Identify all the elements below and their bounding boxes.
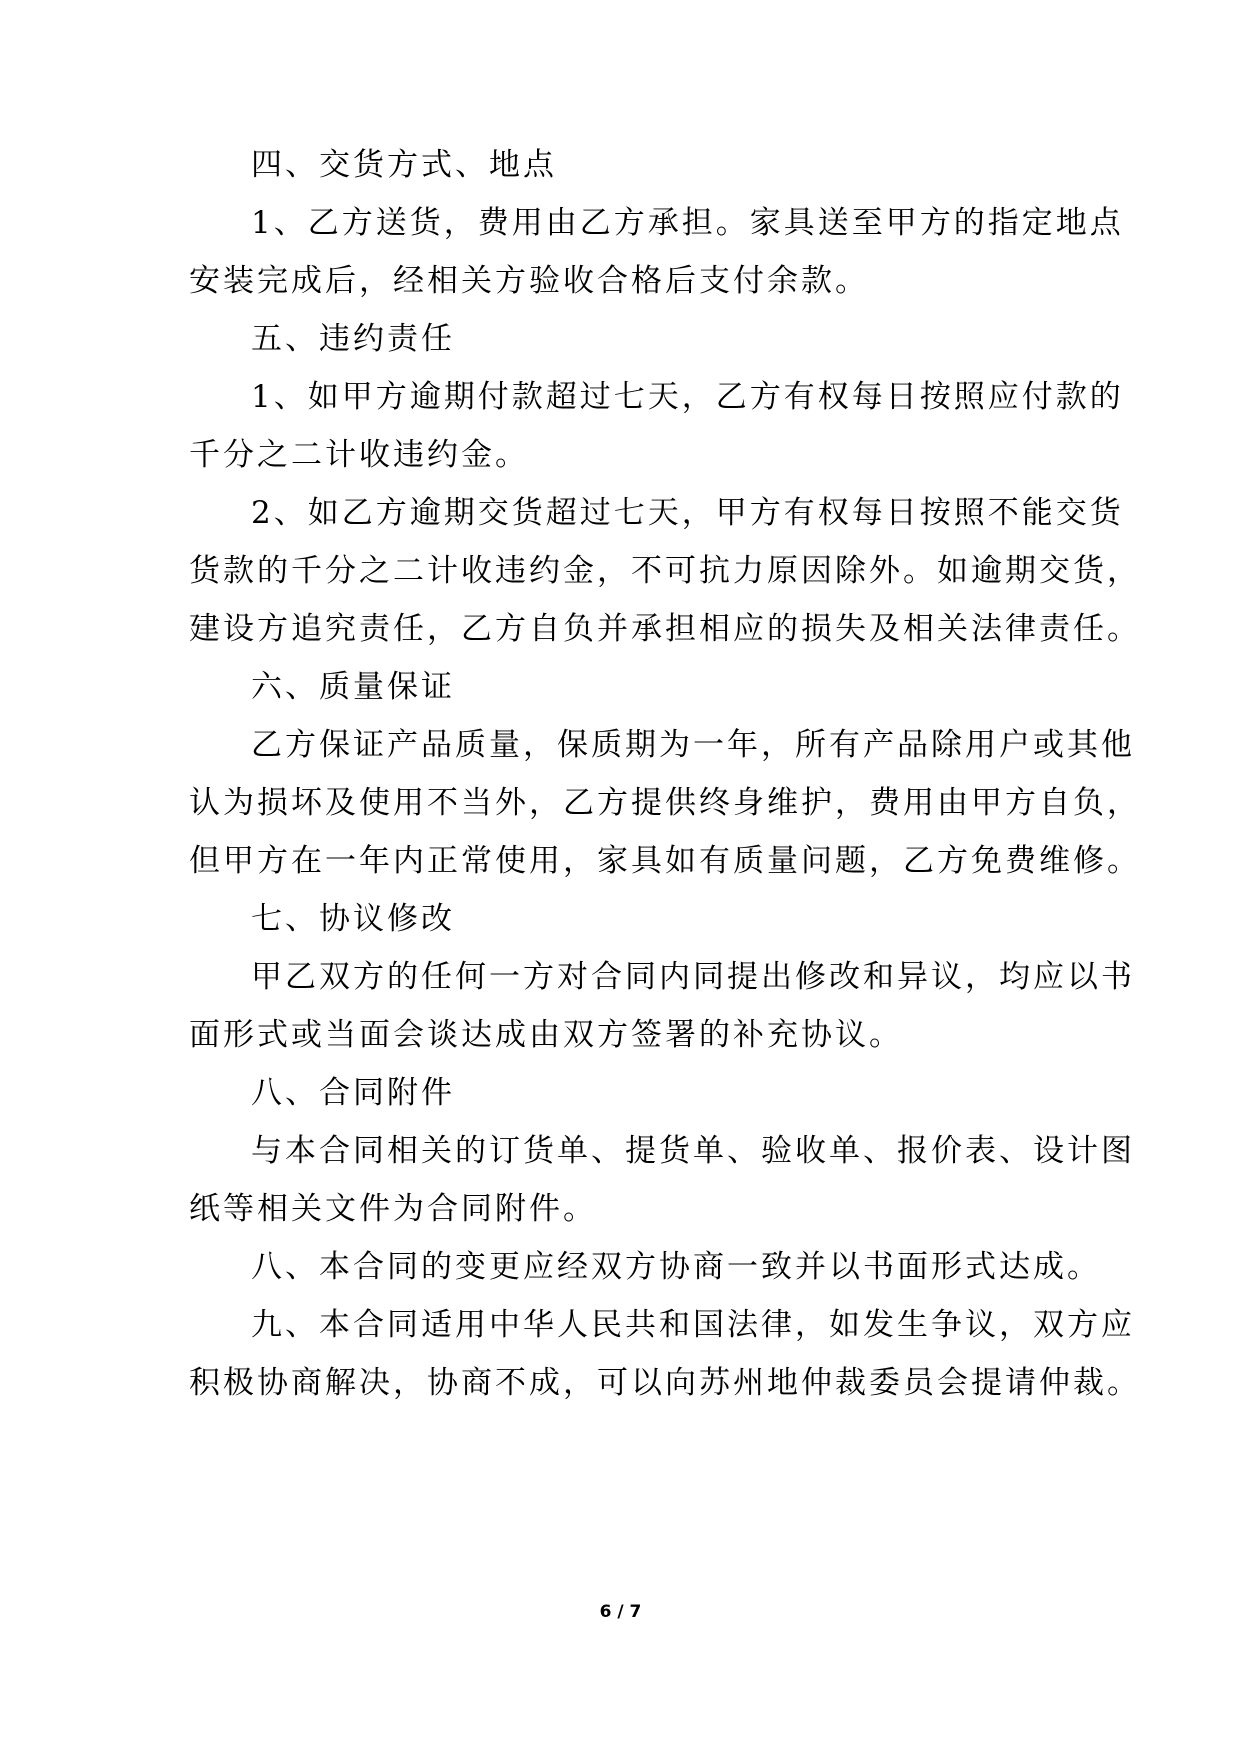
paragraph-line: 与本合同相关的订货单、提货单、验收单、报价表、设计图	[251, 1133, 1135, 1169]
paragraph-line: 乙方保证产品质量，保质期为一年，所有产品除用户或其他	[251, 727, 1135, 763]
paragraph-line: 1、乙方送货，费用由乙方承担。家具送至甲方的指定地点	[251, 205, 1124, 241]
section-heading-quality: 六、质量保证	[251, 669, 455, 705]
section-heading-amendment: 七、协议修改	[251, 901, 455, 937]
section-heading-breach: 五、违约责任	[251, 321, 455, 357]
paragraph-line: 货款的千分之二计收违约金，不可抗力原因除外。如逾期交货，	[189, 553, 1141, 589]
paragraph-line: 认为损坏及使用不当外，乙方提供终身维护，费用由甲方自负，	[189, 785, 1141, 821]
paragraph-line: 九、本合同适用中华人民共和国法律，如发生争议，双方应	[251, 1307, 1135, 1343]
paragraph-line: 八、本合同的变更应经双方协商一致并以书面形式达成。	[251, 1249, 1101, 1285]
paragraph-line: 安装完成后，经相关方验收合格后支付余款。	[189, 263, 869, 299]
paragraph-line: 面形式或当面会谈达成由双方签署的补充协议。	[189, 1017, 903, 1053]
paragraph-line: 纸等相关文件为合同附件。	[189, 1191, 597, 1227]
page-number: 6 / 7	[599, 1602, 642, 1622]
section-heading-delivery: 四、交货方式、地点	[251, 147, 557, 183]
paragraph-line: 积极协商解决，协商不成，可以向苏州地仲裁委员会提请仲裁。	[189, 1365, 1141, 1401]
paragraph-line: 但甲方在一年内正常使用，家具如有质量问题，乙方免费维修。	[189, 843, 1141, 879]
section-heading-attachments: 八、合同附件	[251, 1075, 455, 1111]
paragraph-line: 建设方追究责任，乙方自负并承担相应的损失及相关法律责任。	[189, 611, 1141, 647]
paragraph-line: 1、如甲方逾期付款超过七天，乙方有权每日按照应付款的	[251, 379, 1124, 415]
paragraph-line: 2、如乙方逾期交货超过七天，甲方有权每日按照不能交货	[251, 495, 1124, 531]
paragraph-line: 甲乙双方的任何一方对合同内同提出修改和异议，均应以书	[251, 959, 1135, 995]
paragraph-line: 千分之二计收违约金。	[189, 437, 529, 473]
